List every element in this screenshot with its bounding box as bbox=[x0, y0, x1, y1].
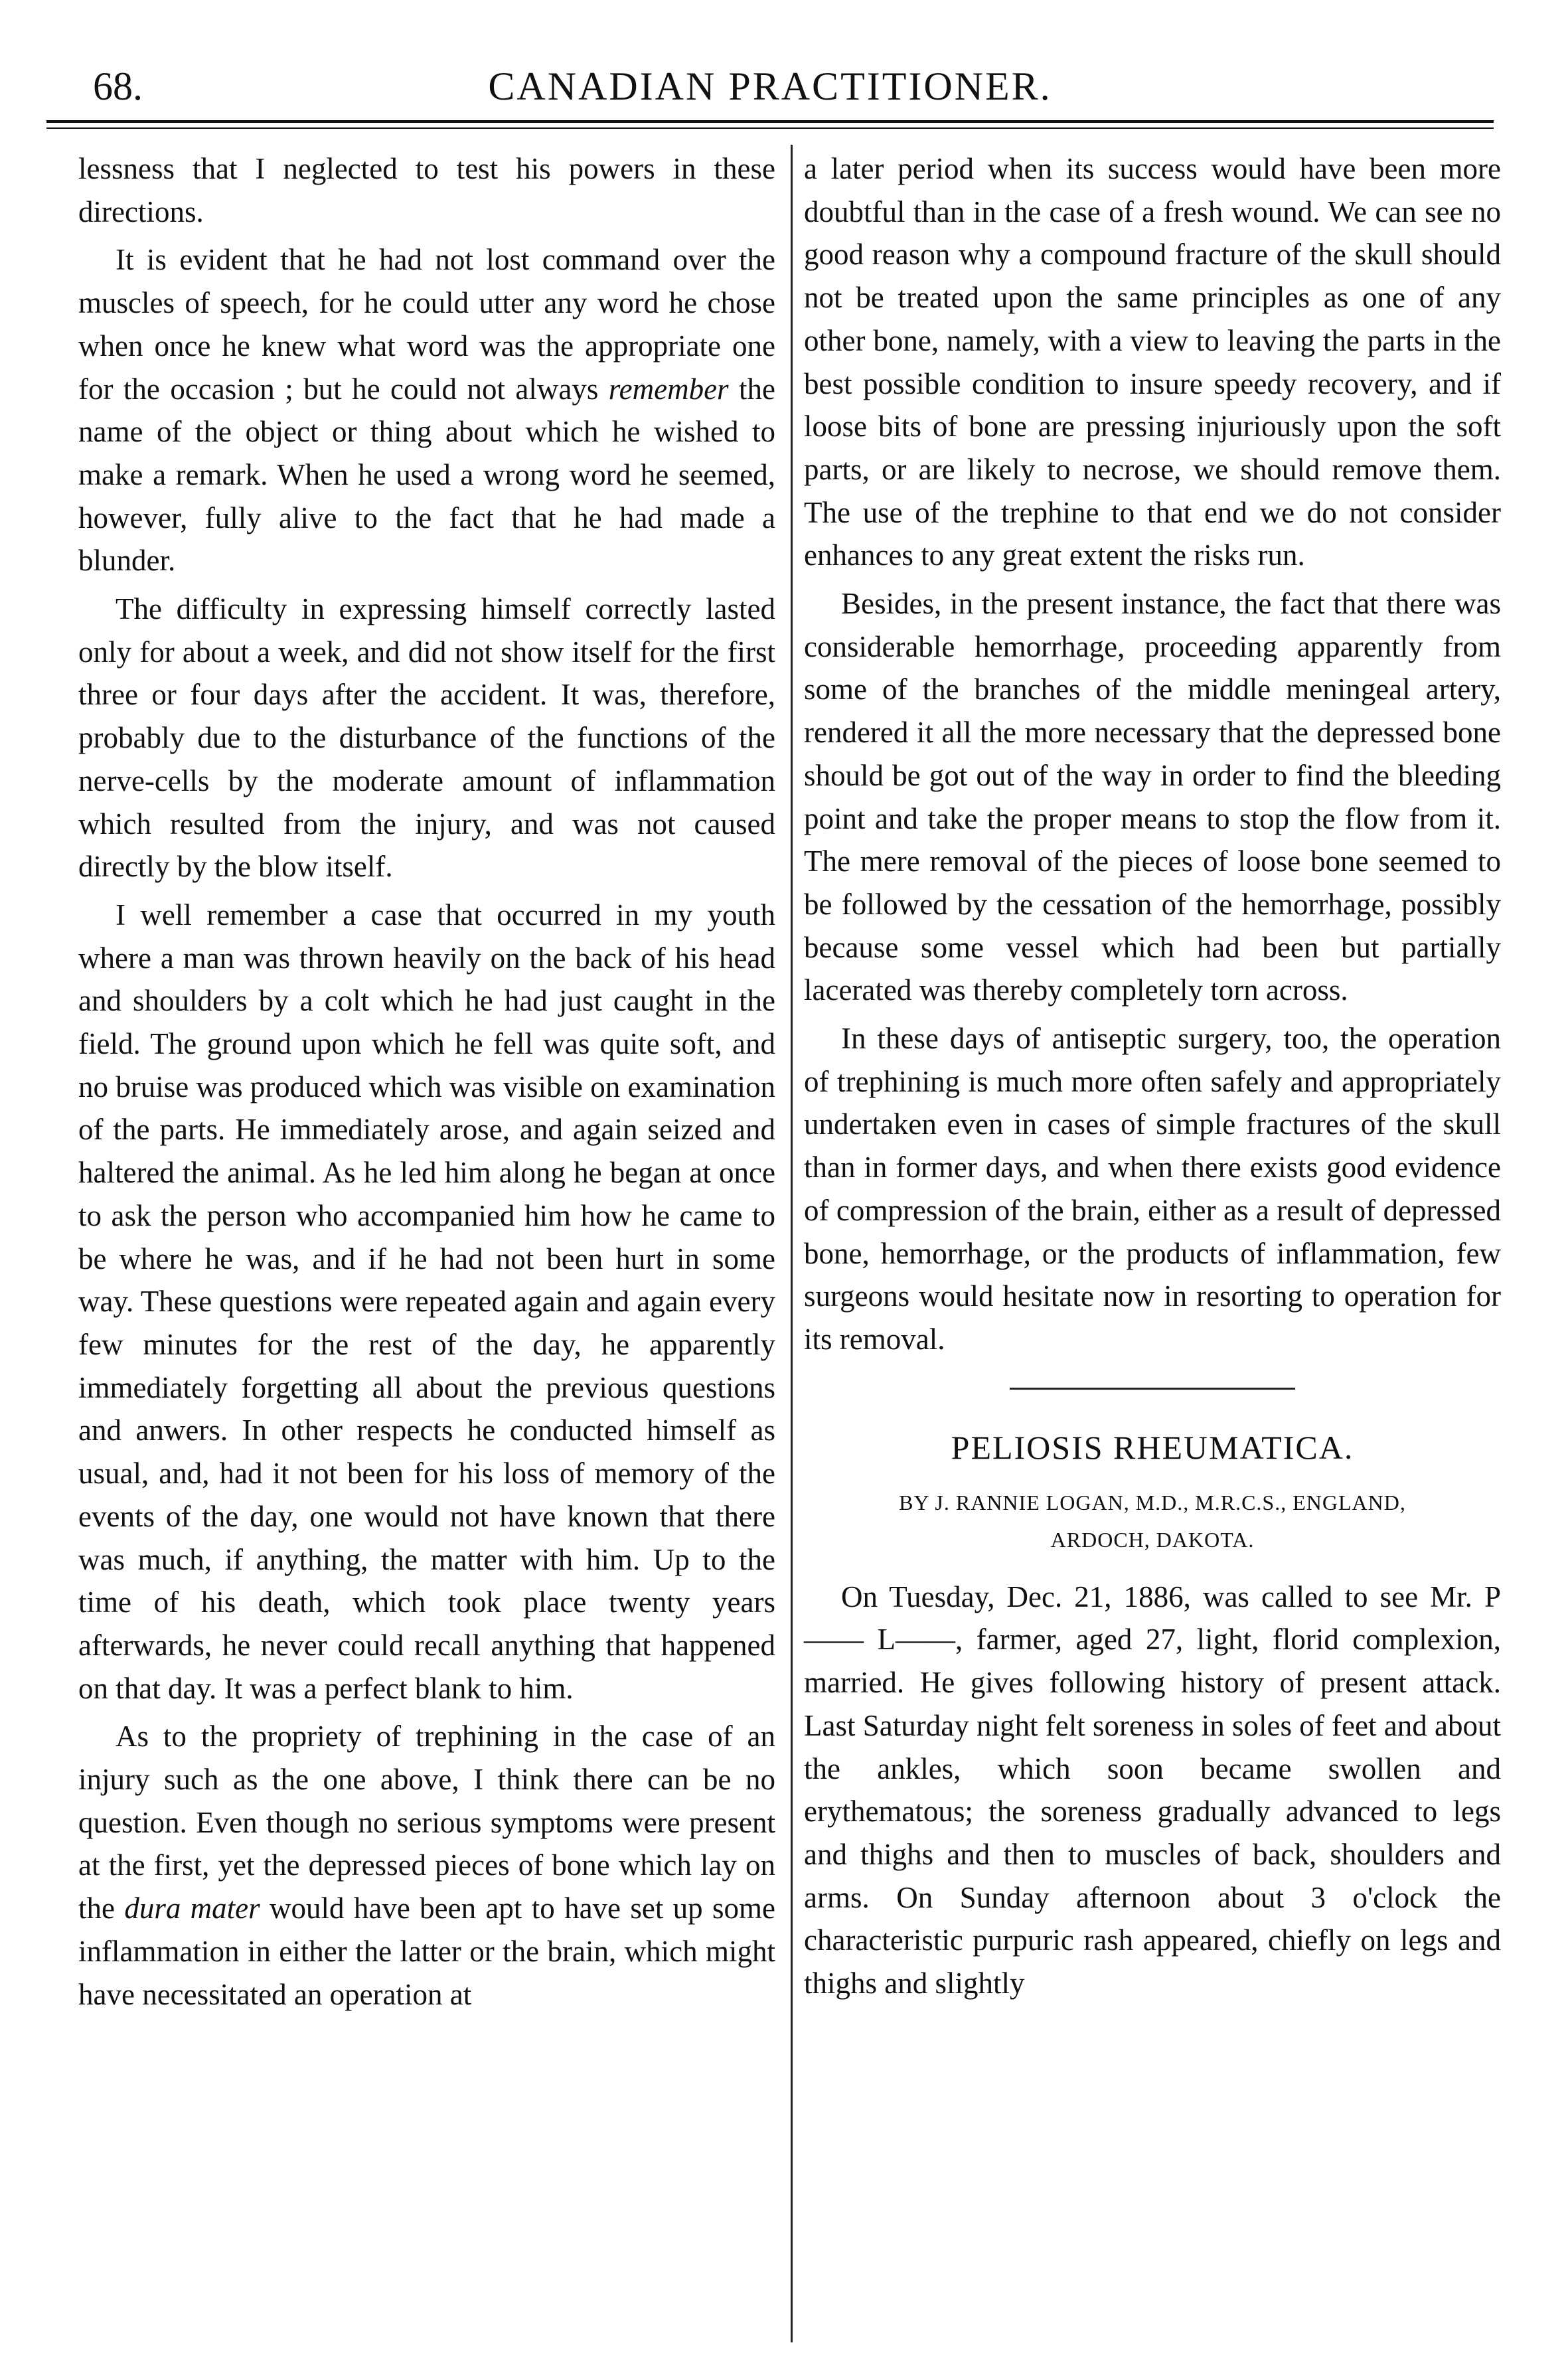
page-header bbox=[46, 56, 1494, 116]
paragraph: In these days of antiseptic surgery, too, the operation of trephining is much more often safely and appropriately undertaken even in cases of simple fractures of the skull than in former days, and when there exists good evidence of compression of the brain, either as a result of depressed bone, hemorrhage, or the products of inflammation, few surgeons would hesitate now in resorting to operation for its removal. bbox=[804, 1022, 1501, 1356]
italic-term: remember bbox=[608, 372, 729, 406]
header-rule-thin bbox=[46, 127, 1494, 129]
column-divider bbox=[791, 145, 793, 2342]
byline-author: BY J. RANNIE LOGAN, M.D., M.R.C.S., ENGLAND, bbox=[899, 1490, 1406, 1514]
page-number: 68. bbox=[93, 64, 143, 108]
right-column bbox=[804, 147, 1501, 2005]
italic-term: dura mater bbox=[124, 1892, 260, 1925]
header-rule-thick bbox=[46, 120, 1494, 123]
article-byline bbox=[804, 1484, 1501, 1558]
paragraph: I well remember a case that occurred in my youth where a man was thrown heavily on the back of his head and shoulders by a colt which he had just caught in the field. The ground upon which he fell was quite soft, and no bruise was produced which was visible on examination of the parts. He immediately arose, and again seized and haltered the animal. As he led him along he began at once to ask the person who accompanied him how he came to be where he was, and if he had not been hurt in some way. These questions were repeated again and again every few minutes for the rest of the day, he apparently immediately forgetting all about the previous questions and anwers. In other respects he conducted himself as usual, and, had it not been for his loss of memory of the events of the day, one would not have known that there was much, if anything, the matter with him. Up to the time of his death, which took place twenty years afterwards, he never could recall anything that happened on that day. It was a perfect blank to him. bbox=[78, 898, 775, 1705]
article-title: PELIOSIS RHEUMATICA. bbox=[951, 1428, 1354, 1466]
left-column bbox=[78, 147, 775, 2016]
paragraph: As to the propriety of trephining in the case of an injury such as the one above, I think there can be no question. Even though no serious symptoms were present at the first, yet the depressed pieces of bone which lay on the dura mater would have been apt to have set up some inflammation in either the latter or the brain, which might have necessitated an operation at bbox=[78, 1720, 776, 2011]
paragraph: The difficulty in expressing himself correctly lasted only for about a week, and did not show itself for the first three or four days after the accident. It was, therefore, probably due to the disturbance of the functions of the nerve-cells by the moderate amount of inflammation which resulted from the injury, and was not caused directly by the blow itself. bbox=[78, 592, 775, 884]
paragraph: Besides, in the present instance, the fact that there was considerable hemorrhage, proceeding apparently from some of the branches of the middle meningeal artery, rendered it all the more necessary that the depressed bone should be got out of the way in order to find the bleeding point and take the proper means to stop the flow from it. The mere removal of the pieces of loose bone seemed to be followed by the cessation of the hemorrhage, possibly because some vessel which had been but partially lacerated was thereby completely torn across. bbox=[804, 587, 1501, 1007]
paragraph: On Tuesday, Dec. 21, 1886, was called to see Mr. P—— L——, farmer, aged 27, light, florid complexion, married. He gives following history of present attack. Last Saturday night felt soreness in soles of feet and about the ankles, which soon became swollen and erythematous; the soreness gradually advanced to legs and thighs and then to muscles of back, shoulders and arms. On Sunday afternoon about 3 o'clock the characteristic purpuric rash appeared, chiefly on legs and thighs and slightly bbox=[804, 1580, 1501, 2000]
paragraph: a later period when its success would have been more doubtful than in the case of a fresh wound. We can see no good reason why a compound fracture of the skull should not be treated upon the same principles as one of any other bone, namely, with a view to leaving the parts in the best possible condition to insure speedy recovery, and if loose bits of bone are pressing injuriously upon the soft parts, or are likely to necrose, we should remove them. The use of the trephine to that end we do not consider enhances to any great extent the risks run. bbox=[804, 152, 1501, 572]
paragraph: It is evident that he had not lost command over the muscles of speech, for he could utter any word he chose when once he knew what word was the appropriate one for the occasion ; but he could not always remember the name of the object or thing about which he wished to make a remark. When he used a wrong word he seemed, however, fully alive to the fact that he had made a blunder. bbox=[78, 243, 775, 578]
paragraph: lessness that I neglected to test his powers in these directions. bbox=[78, 152, 775, 228]
running-title: CANADIAN PRACTITIONER. bbox=[488, 64, 1052, 108]
section-divider bbox=[1010, 1388, 1295, 1390]
byline-location: ARDOCH, DAKOTA. bbox=[1050, 1527, 1255, 1552]
